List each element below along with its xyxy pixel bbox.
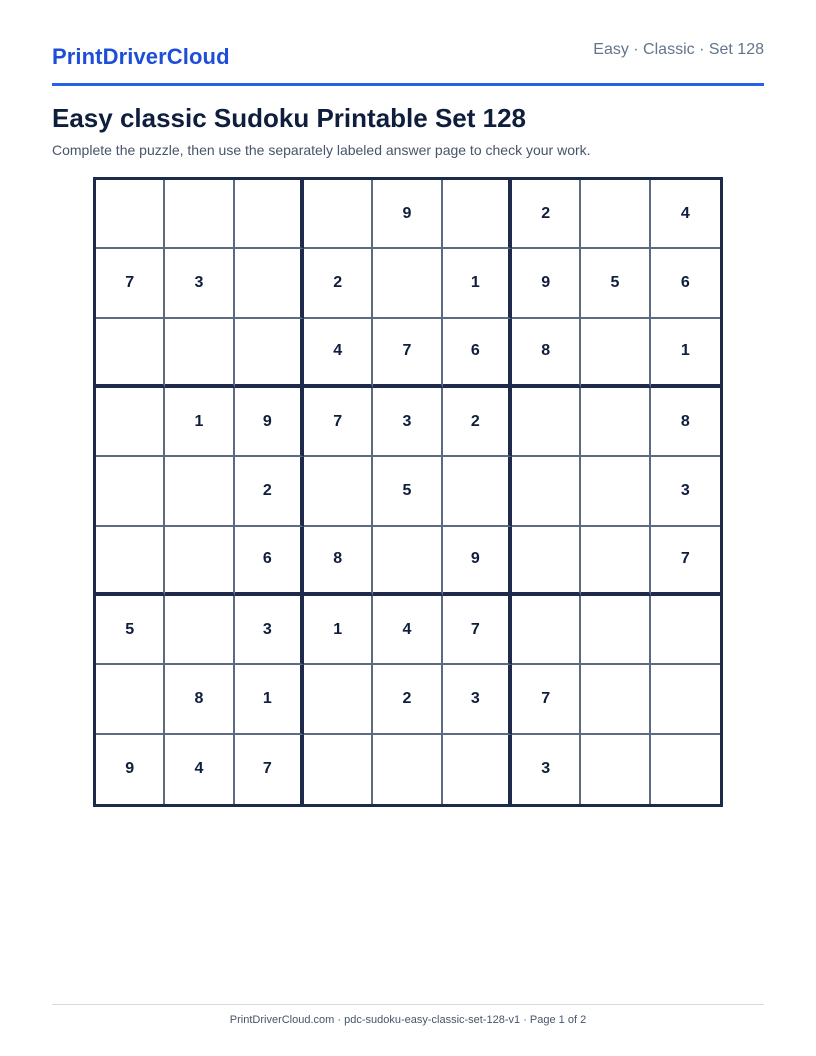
sudoku-cell[interactable] (581, 388, 650, 457)
sudoku-cell[interactable]: 3 (512, 735, 581, 804)
page-header (52, 36, 764, 86)
sudoku-cell[interactable] (96, 319, 165, 388)
sudoku-cell[interactable] (651, 596, 720, 665)
sudoku-cell[interactable] (651, 665, 720, 734)
sudoku-cell[interactable]: 2 (304, 249, 373, 318)
sudoku-cell[interactable]: 9 (235, 388, 304, 457)
sudoku-cell[interactable] (581, 735, 650, 804)
sudoku-cell[interactable] (373, 735, 442, 804)
sudoku-cell[interactable]: 7 (651, 527, 720, 596)
sudoku-cell[interactable]: 4 (304, 319, 373, 388)
sudoku-cell[interactable] (373, 249, 442, 318)
sudoku-cell[interactable] (304, 180, 373, 249)
sudoku-cell[interactable]: 3 (165, 249, 234, 318)
header-divider (52, 83, 764, 86)
sudoku-cell[interactable]: 6 (651, 249, 720, 318)
sudoku-cell[interactable]: 4 (651, 180, 720, 249)
sudoku-cell[interactable] (581, 527, 650, 596)
sudoku-cell[interactable]: 7 (235, 735, 304, 804)
sudoku-cell[interactable]: 4 (373, 596, 442, 665)
sudoku-cell[interactable]: 1 (304, 596, 373, 665)
sudoku-cell[interactable]: 8 (304, 527, 373, 596)
sudoku-cell[interactable] (304, 457, 373, 526)
sudoku-cell[interactable] (165, 527, 234, 596)
sudoku-cell[interactable]: 3 (373, 388, 442, 457)
sudoku-cell[interactable]: 8 (651, 388, 720, 457)
sudoku-cell[interactable]: 5 (96, 596, 165, 665)
sudoku-cell[interactable]: 1 (651, 319, 720, 388)
sudoku-cell[interactable] (235, 319, 304, 388)
sudoku-cell[interactable]: 8 (512, 319, 581, 388)
sudoku-cell[interactable] (304, 665, 373, 734)
sudoku-cell[interactable] (235, 180, 304, 249)
sudoku-cell[interactable] (581, 457, 650, 526)
sudoku-cell[interactable] (651, 735, 720, 804)
sudoku-cell[interactable]: 9 (373, 180, 442, 249)
sudoku-cell[interactable] (304, 735, 373, 804)
sudoku-cell[interactable]: 5 (581, 249, 650, 318)
sudoku-cell[interactable]: 3 (651, 457, 720, 526)
sudoku-cell[interactable] (581, 665, 650, 734)
sudoku-cell[interactable]: 9 (512, 249, 581, 318)
brand-logo[interactable]: PrintDriverCloud (52, 44, 230, 69)
sudoku-cell[interactable] (512, 527, 581, 596)
sudoku-cell[interactable]: 5 (373, 457, 442, 526)
sudoku-cell[interactable] (96, 527, 165, 596)
sudoku-cell[interactable] (512, 596, 581, 665)
sudoku-cell[interactable]: 2 (235, 457, 304, 526)
sudoku-cell[interactable]: 2 (443, 388, 512, 457)
sudoku-cell[interactable]: 7 (304, 388, 373, 457)
page-footer: PrintDriverCloud.com · pdc-sudoku-easy-classic-set-128-v1 · Page 1 of 2 (229, 1014, 587, 1026)
sudoku-cell[interactable] (235, 249, 304, 318)
sudoku-cell[interactable]: 3 (443, 665, 512, 734)
sudoku-cell[interactable]: 4 (165, 735, 234, 804)
puzzle-meta: Easy · Classic · Set 128 (593, 41, 764, 58)
sudoku-cell[interactable] (373, 527, 442, 596)
sudoku-cell[interactable]: 8 (165, 665, 234, 734)
sudoku-grid (93, 177, 723, 807)
sudoku-cell[interactable] (581, 319, 650, 388)
sudoku-cell[interactable] (165, 180, 234, 249)
sudoku-cell[interactable] (96, 457, 165, 526)
sudoku-cell[interactable]: 7 (373, 319, 442, 388)
sudoku-cell[interactable]: 1 (443, 249, 512, 318)
sudoku-cell[interactable] (443, 735, 512, 804)
sudoku-cell[interactable] (165, 457, 234, 526)
sudoku-cell[interactable]: 1 (165, 388, 234, 457)
page-subtitle: Complete the puzzle, then use the separately labeled answer page to check your work. (52, 142, 591, 158)
sudoku-cell[interactable] (96, 388, 165, 457)
sudoku-cell[interactable] (96, 665, 165, 734)
footer-divider (52, 1004, 764, 1005)
sudoku-cell[interactable] (165, 596, 234, 665)
sudoku-cell[interactable]: 6 (235, 527, 304, 596)
sudoku-cell[interactable]: 7 (512, 665, 581, 734)
sudoku-cell[interactable] (512, 457, 581, 526)
sudoku-cell[interactable]: 7 (96, 249, 165, 318)
sudoku-cell[interactable]: 6 (443, 319, 512, 388)
sudoku-cell[interactable] (581, 180, 650, 249)
sudoku-cell[interactable]: 9 (96, 735, 165, 804)
sudoku-cell[interactable]: 1 (235, 665, 304, 734)
sudoku-cell[interactable] (512, 388, 581, 457)
sudoku-cell[interactable]: 2 (512, 180, 581, 249)
sudoku-cell[interactable]: 3 (235, 596, 304, 665)
sudoku-cell[interactable] (443, 180, 512, 249)
sudoku-cell[interactable]: 9 (443, 527, 512, 596)
sudoku-cell[interactable] (165, 319, 234, 388)
sudoku-cell[interactable]: 7 (443, 596, 512, 665)
sudoku-cell[interactable]: 2 (373, 665, 442, 734)
sudoku-cell[interactable] (581, 596, 650, 665)
sudoku-cell[interactable] (96, 180, 165, 249)
page-title: Easy classic Sudoku Printable Set 128 (52, 103, 527, 133)
sudoku-cell[interactable] (443, 457, 512, 526)
